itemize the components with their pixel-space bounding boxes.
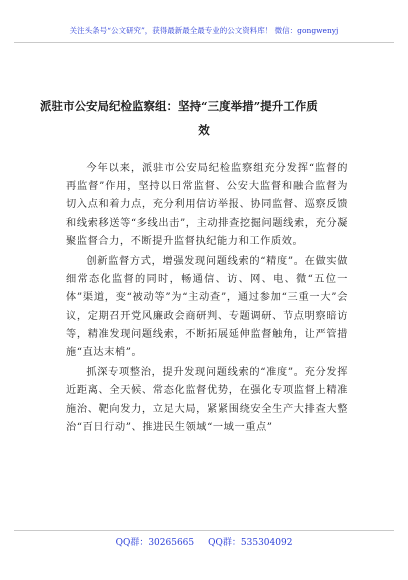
paragraph-supervision-method: 创新监督方式，增强发现问题线索的“精度”。在做实做细常态化监督的同时，畅通信、访、网、电、微“五位一体”渠道，变“被动等”为“主动查”，通过参加“三重一大”会议，定期召开党风廉政会商研判、专题调研、节点明察暗访等，精准发现问题线索，不断拓展延伸监督触角，让严管措施“直达末梢”。: [66, 256, 348, 359]
paragraph-special-rectification: 抓深专项整治，提升发现问题线索的“准度”。充分发挥近距离、全天候、常态化监督优势，在强化专项监督上精准施治、靶向发力，立足大局，紧紧围绕安全生产大排查大整治“百日行动”、推进民生领域“一域一重点”: [66, 367, 348, 433]
document-title-continuation: 效: [198, 123, 210, 137]
footer-qq-group-2: QQ群：535304092: [208, 538, 293, 548]
header-divider: [14, 42, 394, 43]
paragraph-intro: 今年以来，派驻市公安局纪检监察组充分发挥“监督的再监督”作用，坚持以日常监督、公安大监督和融合监督为切入点和着力点，充分利用信访举报、协同监督、巡察反馈和线索移送等“多线出击”，主动排查挖掘问题线索，充分凝聚监督合力，不断提升监督执纪能力和工作质效。: [66, 163, 348, 247]
document-body: [66, 160, 348, 439]
footer: [0, 537, 408, 549]
footer-divider: [14, 530, 394, 531]
header-banner: 关注头条号“公文研究”，获得最新最全最专业的公文资料库！ 微信：gongwenyj: [69, 26, 339, 35]
footer-qq-group-1: QQ群：30265665: [115, 538, 195, 548]
document-title: 派驻市公安局纪检监察组：坚持“三度举措”提升工作质: [40, 99, 318, 113]
